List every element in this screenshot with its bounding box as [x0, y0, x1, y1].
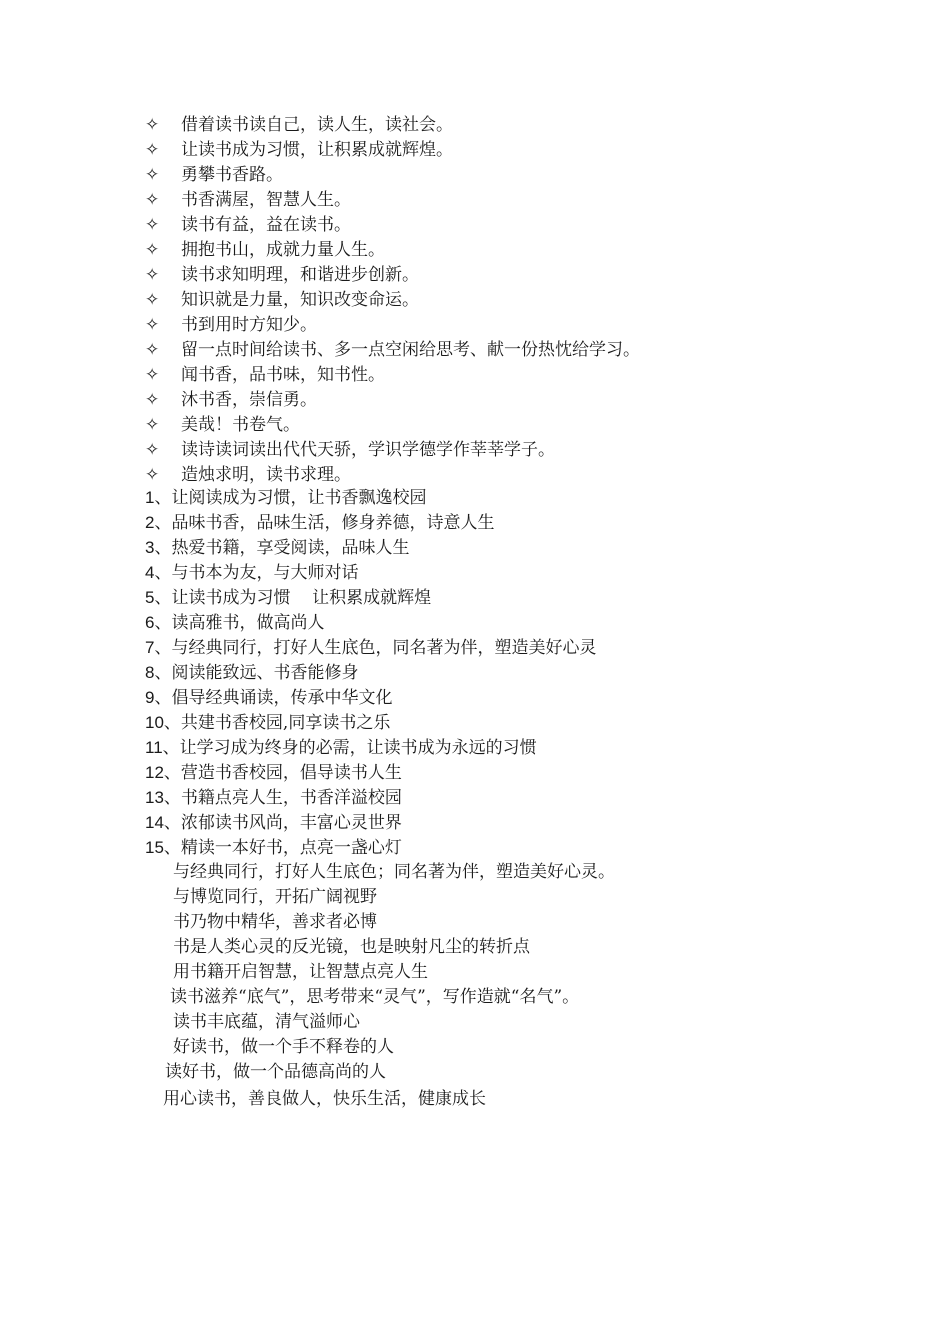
item-text: 让学习成为终身的必需，让读书成为永远的习惯 [179, 738, 537, 758]
sparkle-bullet-icon: ✧ [145, 340, 160, 360]
bullet-item [145, 138, 453, 163]
item-text: 书籍点亮人生，书香洋溢校园 [180, 788, 402, 808]
bullet-item [145, 263, 419, 288]
sparkle-bullet-icon: ✧ [145, 365, 160, 385]
item-text: 阅读能致远、书香能修身 [171, 663, 359, 683]
bullet-item [145, 438, 555, 463]
item-text: 热爱书籍，享受阅读，品味人生 [171, 538, 410, 558]
numbered-item [145, 510, 494, 535]
item-number: 6、 [145, 613, 172, 632]
numbered-item [145, 635, 596, 660]
bullet-text: 美哉！书卷气。 [181, 415, 300, 435]
bullet-text: 知识就是力量，知识改变命运。 [181, 290, 419, 310]
slogan-line: 好读书，做一个手不释卷的人 [173, 1037, 394, 1057]
numbered-item [145, 685, 392, 710]
sparkle-bullet-icon: ✧ [145, 265, 160, 285]
bullet-item [145, 313, 317, 338]
slogan-line: 读书丰底蕴，清气溢师心 [173, 1012, 360, 1032]
bullet-item [145, 338, 640, 363]
item-number: 2、 [145, 513, 172, 532]
sparkle-bullet-icon: ✧ [145, 390, 160, 410]
item-text: 精读一本好书，点亮一盏心灯 [180, 838, 402, 858]
sparkle-bullet-icon: ✧ [145, 290, 160, 310]
item-number: 15、 [145, 838, 181, 857]
bullet-text: 读书求知明理，和谐进步创新。 [181, 265, 419, 285]
bullet-text: 沐书香，崇信勇。 [181, 390, 317, 410]
bullet-text: 拥抱书山，成就力量人生。 [181, 240, 385, 260]
item-number: 7、 [145, 638, 172, 657]
slogan-line: 与博览同行，开拓广阔视野 [173, 887, 377, 907]
item-text: 让阅读成为习惯，让书香飘逸校园 [171, 488, 427, 508]
sparkle-bullet-icon: ✧ [145, 465, 160, 485]
bullet-text: 勇攀书香路。 [181, 165, 283, 185]
bullet-text: 让读书成为习惯，让积累成就辉煌。 [181, 140, 453, 160]
slogan-line: 与经典同行，打好人生底色；同名著为伴，塑造美好心灵。 [173, 862, 615, 882]
slogan-line: 读好书，做一个品德高尚的人 [165, 1062, 386, 1082]
item-text: 共建书香校园,同享读书之乐 [180, 713, 391, 733]
bullet-text: 借着读书读自己，读人生，读社会。 [181, 115, 453, 135]
bullet-item [145, 388, 317, 413]
item-number: 12、 [145, 763, 181, 782]
bullet-text: 书香满屋，智慧人生。 [181, 190, 351, 210]
slogan-line: 书乃物中精华，善求者必博 [173, 912, 377, 932]
item-text: 浓郁读书风尚，丰富心灵世界 [180, 813, 402, 833]
item-text: 倡导经典诵读，传承中华文化 [171, 688, 393, 708]
sparkle-bullet-icon: ✧ [145, 240, 160, 260]
bullet-text: 闻书香，品书味，知书性。 [181, 365, 385, 385]
item-text: 与经典同行，打好人生底色，同名著为伴，塑造美好心灵 [171, 638, 597, 658]
numbered-item [145, 660, 358, 685]
bullet-text: 书到用时方知少。 [181, 315, 317, 335]
bullet-item [145, 238, 385, 263]
bullet-item [145, 413, 300, 438]
item-number: 4、 [145, 563, 172, 582]
bullet-text: 读诗读词读出代代天骄，学识学德学作莘莘学子。 [181, 440, 555, 460]
slogan-line: 书是人类心灵的反光镜，也是映射凡尘的转折点 [173, 937, 530, 957]
numbered-item [145, 710, 390, 735]
item-number: 8、 [145, 663, 172, 682]
bullet-text: 造烛求明，读书求理。 [181, 465, 351, 485]
bullet-item [145, 213, 351, 238]
item-number: 11、 [145, 738, 180, 757]
bullet-item [145, 288, 419, 313]
bullet-item [145, 363, 385, 388]
numbered-item [145, 810, 402, 835]
sparkle-bullet-icon: ✧ [145, 315, 160, 335]
numbered-item [145, 560, 358, 585]
item-number: 13、 [145, 788, 181, 807]
item-number: 5、 [145, 588, 172, 607]
numbered-item [145, 760, 402, 785]
sparkle-bullet-icon: ✧ [145, 140, 160, 160]
slogan-line: 读书滋养“底气”，思考带来“灵气”，写作造就“名气”。 [170, 987, 580, 1007]
item-number: 3、 [145, 538, 172, 557]
item-text: 品味书香，品味生活，修身养德，诗意人生 [171, 513, 495, 533]
sparkle-bullet-icon: ✧ [145, 165, 160, 185]
bullet-item [145, 188, 351, 213]
bullet-item [145, 163, 283, 188]
numbered-item [145, 535, 409, 560]
slogan-line: 用书籍开启智慧，让智慧点亮人生 [173, 962, 428, 982]
sparkle-bullet-icon: ✧ [145, 415, 160, 435]
sparkle-bullet-icon: ✧ [145, 115, 160, 135]
bullet-text: 留一点时间给读书、多一点空闲给思考、献一份热忱给学习。 [181, 340, 640, 360]
numbered-item [145, 735, 537, 760]
item-number: 14、 [145, 813, 181, 832]
item-number: 1、 [145, 488, 172, 507]
numbered-item [145, 485, 426, 510]
item-number: 10、 [145, 713, 181, 732]
item-text: 读高雅书，做高尚人 [171, 613, 325, 633]
sparkle-bullet-icon: ✧ [145, 440, 160, 460]
numbered-item [145, 785, 402, 810]
bullet-text: 读书有益，益在读书。 [181, 215, 351, 235]
item-text: 让读书成为习惯 让积累成就辉煌 [171, 588, 432, 608]
numbered-item [145, 610, 324, 635]
numbered-item [145, 835, 402, 860]
sparkle-bullet-icon: ✧ [145, 215, 160, 235]
item-number: 9、 [145, 688, 172, 707]
numbered-item [145, 585, 431, 610]
item-text: 营造书香校园，倡导读书人生 [180, 763, 402, 783]
bullet-item [145, 113, 453, 138]
item-text: 与书本为友，与大师对话 [171, 563, 359, 583]
slogan-line: 用心读书，善良做人，快乐生活，健康成长 [163, 1089, 486, 1109]
sparkle-bullet-icon: ✧ [145, 190, 160, 210]
